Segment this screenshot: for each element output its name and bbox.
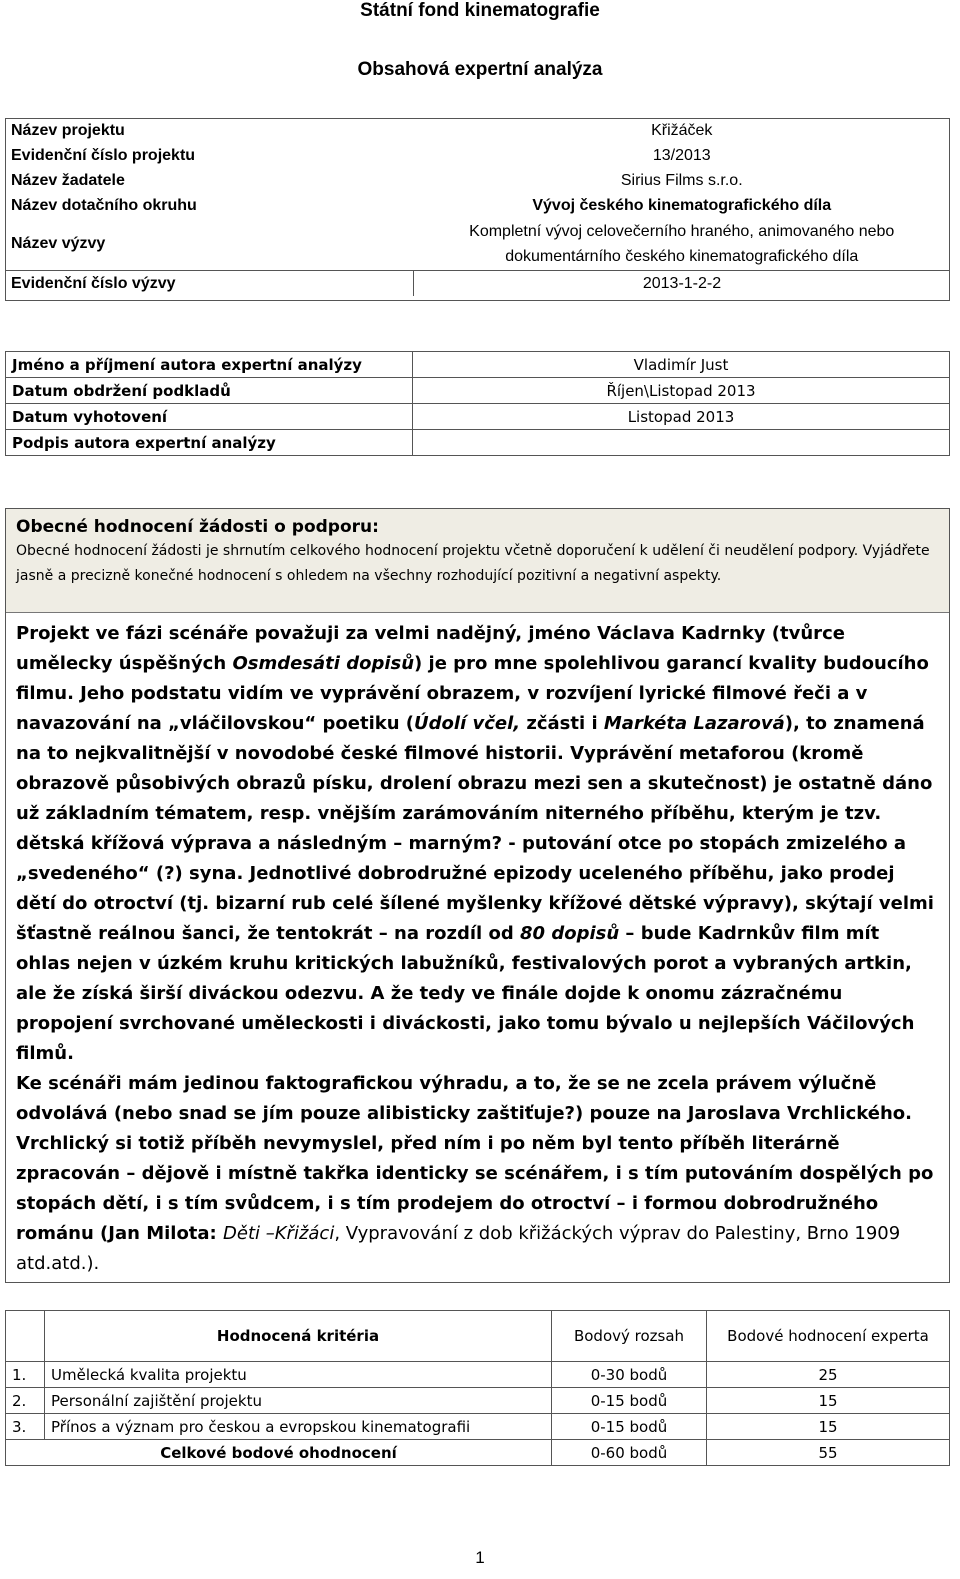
table-row (5, 118, 950, 143)
italic-title: Markéta Lazarová (603, 713, 785, 734)
italic-title: Děti –Křižáci (223, 1223, 335, 1244)
row-label: Podpis autora expertní analýzy (6, 430, 413, 456)
total-row (6, 1440, 950, 1466)
table-row (6, 404, 950, 430)
author-table (5, 351, 950, 456)
page-number: 1 (475, 1548, 485, 1567)
criteria-score: 15 (707, 1414, 950, 1440)
criteria-number: 2. (6, 1388, 45, 1414)
criteria-name: Personální zajištění projektu (45, 1388, 552, 1414)
row-label: Evidenční číslo projektu (11, 146, 196, 164)
criteria-range: 0-30 bodů (552, 1362, 707, 1388)
italic-title: Údolí včel, (414, 713, 521, 734)
text-run: Ke scénáři mám jedinou faktografickou výhradu, a to, že se ne zcela právem výlučně odvolává (nebo snad se jím pouze alibisticky zaštiťuje?) pouze na Jaroslava Vrchlického. Vrchlický si totiž příběh nevymyslel, před ním i po něm byl tento příběh literárně zpracován – dějově i místně takřka identicky se scénářem, i s tím putováním dospělých po stopách dětí, i s tím svůdcem, i s tím prodejem do otroctví – i formou dobrodružného románu (Jan Milota: (16, 1073, 934, 1244)
table-row (5, 168, 950, 193)
row-value: Vladimír Just (413, 352, 950, 378)
org-title: Státní fond kinematografie (360, 0, 600, 21)
row-value: Říjen\Listopad 2013 (413, 378, 950, 404)
criteria-name: Umělecká kvalita projektu (45, 1362, 552, 1388)
evaluation-title: Obecné hodnocení žádosti o podporu: (16, 517, 379, 537)
text-run: ), to znamená na to nejkvalitnější v novodobé české filmové historii. Vyprávění metaforou (kromě obrazově působivých obrazů písku, drolení obrazu mezi sen a skutečnost) je ostatně dáno už základním tématem, resp. vnějším zarámováním niterného příběhu, kterým je tzv. dětská křížová výprava a následným – marným? - putování otce po stopách zmizelého a „svedeného“ (?) syna. Jednotlivé dobrodružné epizody uceleného příběhu, jako prodej dětí do otroctví (tj. bizarní rub celé šílené myšlenky křížové dětské výpravy), skýtají velmi šťastně reálnou šanci, že tentokrát – na rozdíl od (16, 713, 934, 944)
criteria-score: 15 (707, 1388, 950, 1414)
row-label: Název dotačního okruhu (11, 196, 197, 214)
table-row (5, 271, 950, 297)
row-label: Název žadatele (11, 171, 125, 189)
row-label: Název projektu (11, 121, 125, 139)
text-run: Projekt ve fázi scénáře považuji za velmi nadějný, jméno Václava Kadrnky (tvůrce umělecky úspěšných (16, 623, 845, 674)
text-run: , Vypravování z dob křižáckých výprav do Palestiny, Brno 1909 atd.atd.). (16, 1223, 901, 1274)
total-label: Celkové bodové ohodnocení (6, 1440, 552, 1466)
row-label: Datum obdržení podkladů (6, 378, 413, 404)
total-range: 0-60 bodů (552, 1440, 707, 1466)
header-cell: Bodové hodnocení experta (707, 1311, 950, 1362)
criteria-table (5, 1310, 950, 1466)
criteria-number: 1. (6, 1362, 45, 1388)
row-value: Kompletní vývoj celovečerního hraného, animovaného nebo dokumentárního českého kinematografického díla (469, 223, 895, 265)
header-cell: Bodový rozsah (552, 1311, 707, 1362)
row-value: 2013-1-2-2 (414, 271, 951, 297)
table-row (5, 143, 950, 168)
evaluation-header (6, 509, 949, 613)
text-run: – bude Kadrnkův film mít ohlas nejen v úzkém kruhu kritických labužníků, festivalových porot a vybraných artkin, ale že získá širší diváckou odezvu. A že tedy ve finále dojde k onomu zázračnému propojení svrchované uměleckosti i diváckosti, jako tomu bývalo u nejlepších Váčilových filmů. (16, 923, 915, 1064)
evaluation-box (5, 508, 950, 1283)
table-row (6, 378, 950, 404)
text-run: ) je pro mne spolehlivou garancí kvality budoucího filmu. Jeho podstatu vidím ve vyprávění obrazem, v rozvíjení lyrické filmové řeči a v navazování na „vláčilovskou“ poetiku ( (16, 653, 929, 734)
evaluation-description: Obecné hodnocení žádosti je shrnutím celkového hodnocení projektu včetně doporučení k udělení či neudělení podpory. Vyjádřete jasně a precizně konečné hodnocení s ohledem na všechny rozhodující pozitivní a negativní aspekty. (16, 543, 930, 584)
italic-title: 80 dopisů (520, 923, 620, 944)
total-score: 55 (707, 1440, 950, 1466)
criteria-score: 25 (707, 1362, 950, 1388)
row-value: Křižáček (651, 121, 713, 139)
table-row (6, 1388, 950, 1414)
project-table (5, 118, 950, 296)
table-row (6, 352, 950, 378)
row-value: Vývoj českého kinematografického díla (532, 196, 832, 214)
italic-title: Osmdesáti dopisů (232, 653, 415, 674)
text-run: zčásti i (520, 713, 604, 734)
header-cell: Hodnocená kritéria (45, 1311, 552, 1362)
table-row (6, 1414, 950, 1440)
table-row (6, 1362, 950, 1388)
row-value: Listopad 2013 (413, 404, 950, 430)
signature-field (413, 430, 950, 456)
criteria-number: 3. (6, 1414, 45, 1440)
criteria-range: 0-15 bodů (552, 1414, 707, 1440)
row-label: Evidenční číslo výzvy (5, 271, 414, 297)
row-value: Sirius Films s.r.o. (620, 171, 743, 189)
row-label: Název výzvy (11, 235, 106, 252)
table-row (6, 430, 950, 456)
evaluation-text (6, 613, 949, 1279)
row-value: 13/2013 (652, 146, 711, 164)
table-row (5, 193, 950, 218)
table-row (5, 218, 950, 271)
criteria-name: Přínos a význam pro českou a evropskou kinematografii (45, 1414, 552, 1440)
criteria-range: 0-15 bodů (552, 1388, 707, 1414)
row-label: Datum vyhotovení (6, 404, 413, 430)
header-cell (6, 1311, 45, 1362)
table-header-row (6, 1311, 950, 1362)
doc-title: Obsahová expertní analýza (357, 59, 603, 80)
row-label: Jméno a příjmení autora expertní analýzy (6, 352, 413, 378)
